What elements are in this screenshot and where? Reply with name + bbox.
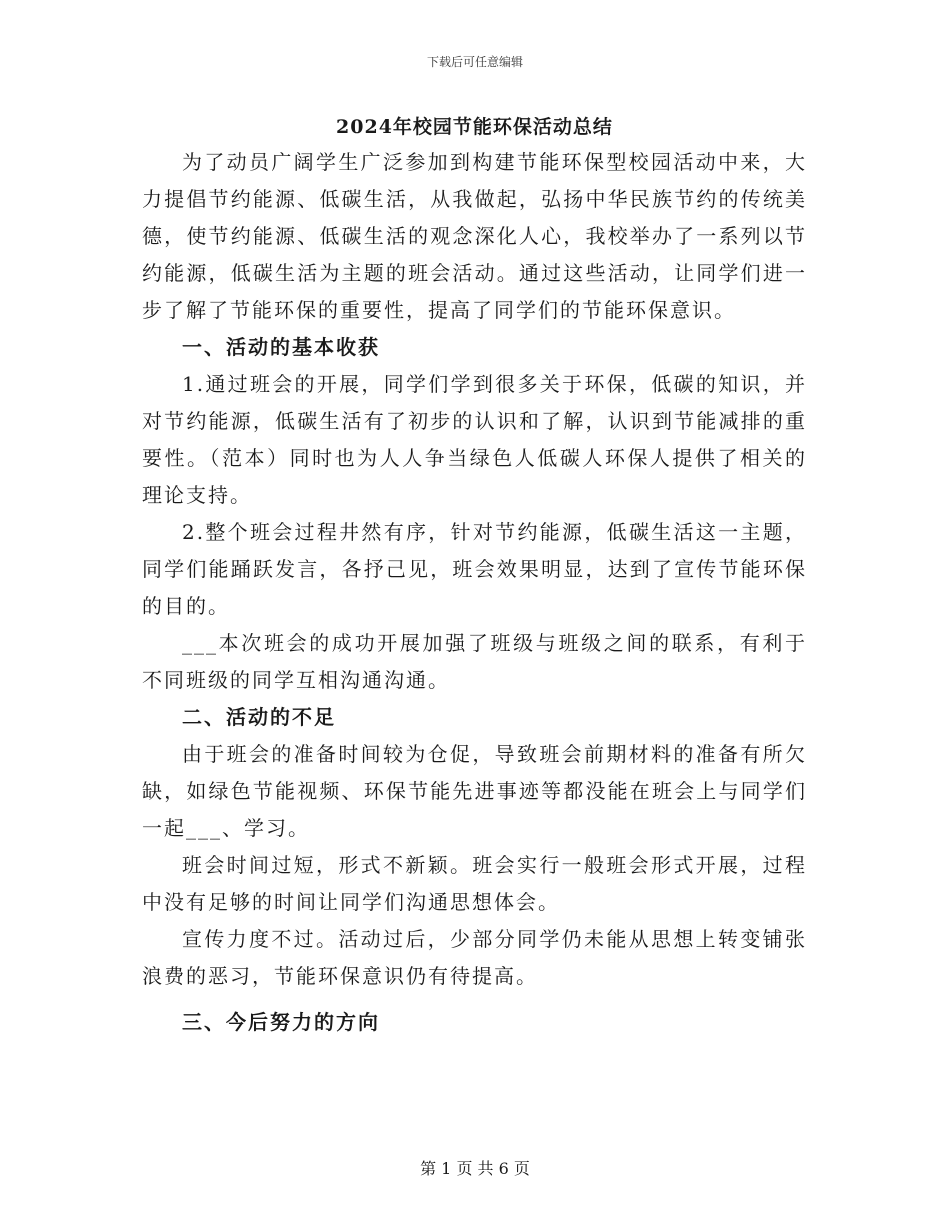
section-1-paragraph-1: 1.通过班会的开展，同学们学到很多关于环保，低碳的知识，并对节约能源，低碳生活有了初步的认识和了解，认识到节能减排的重要性。（范本）同时也为人人争当绿色人低碳人环保人提供了相关的理论支持。 <box>142 372 807 507</box>
document-body <box>142 112 807 1041</box>
section-3-heading: 三、今后努力的方向 <box>182 1010 380 1034</box>
document-title: 2024年校园节能环保活动总结 <box>336 116 613 138</box>
section-1-heading: 一、活动的基本收获 <box>182 335 380 359</box>
page-number: 第 1 页 共 6 页 <box>420 1159 530 1178</box>
section-2-paragraph-3: 宣传力度不过。活动过后，少部分同学仍未能从思想上转变铺张浪费的恶习，节能环保意识仍有待提高。 <box>142 927 807 988</box>
section-2-paragraph-1: 由于班会的准备时间较为仓促，导致班会前期材料的准备有所欠缺，如绿色节能视频、环保节能先进事迹等都没能在班会上与同学们一起___、学习。 <box>142 742 807 840</box>
section-2-heading: 二、活动的不足 <box>182 705 336 729</box>
section-1-paragraph-2: 2.整个班会过程井然有序，针对节约能源，低碳生活这一主题，同学们能踊跃发言，各抒己见，班会效果明显，达到了宣传节能环保的目的。 <box>142 520 807 618</box>
section-2-paragraph-2: 班会时间过短，形式不新颖。班会实行一般班会形式开展，过程中没有足够的时间让同学们沟通思想体会。 <box>142 853 807 914</box>
section-1-paragraph-3: ___本次班会的成功开展加强了班级与班级之间的联系，有利于不同班级的同学互相沟通沟通。 <box>142 631 807 692</box>
intro-paragraph: 为了动员广阔学生广泛参加到构建节能环保型校园活动中来，大力提倡节约能源、低碳生活，从我做起，弘扬中华民族节约的传统美德，使节约能源、低碳生活的观念深化人心，我校举办了一系列以节约能源，低碳生活为主题的班会活动。通过这些活动，让同学们进一步了解了节能环保的重要性，提高了同学们的节能环保意识。 <box>142 150 807 322</box>
page-header-note: 下载后可任意编辑 <box>426 55 523 69</box>
